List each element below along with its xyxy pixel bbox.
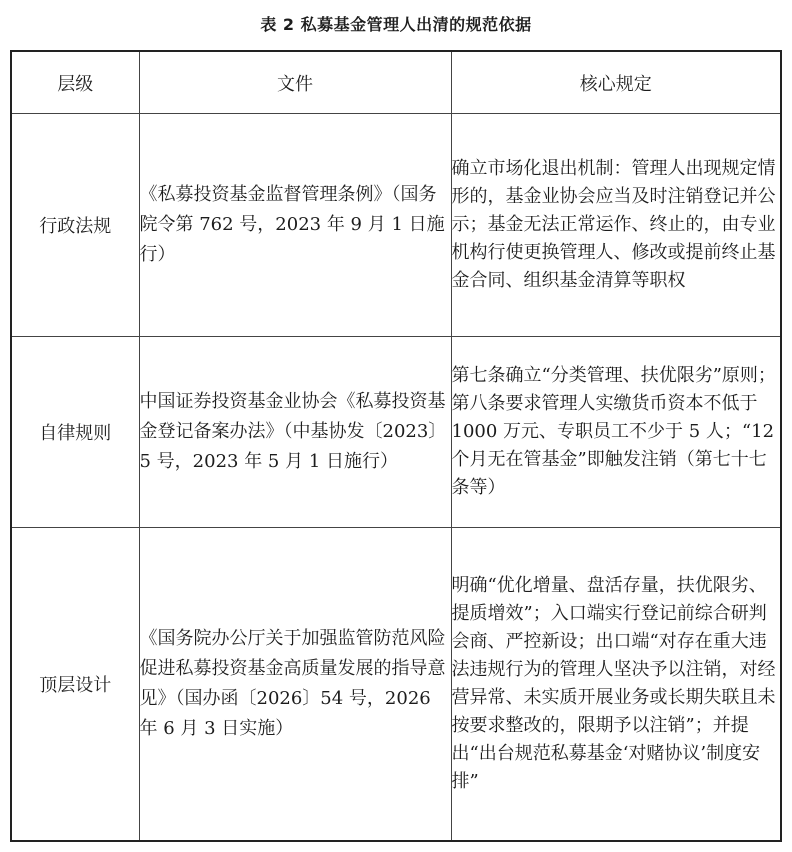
document-cell: 《私募投资基金监督管理条例》（国务院令第 762 号，2023 年 9 月 1 日施行） — [139, 114, 451, 337]
core-rule-cell: 确立市场化退出机制：管理人出现规定情形的，基金业协会应当及时注销登记并公示；基金无法正常运作、终止的，由专业机构行使更换管理人、修改或提前终止基金合同、组织基金清算等职权 — [451, 114, 781, 337]
level-cell: 顶层设计 — [11, 528, 139, 842]
header-level: 层级 — [11, 51, 139, 114]
table-row — [11, 337, 781, 528]
table-caption: 表 2 私募基金管理人出清的规范依据 — [260, 15, 532, 34]
level-cell: 自律规则 — [11, 337, 139, 528]
header-document: 文件 — [139, 51, 451, 114]
table-header-row — [11, 51, 781, 114]
level-cell: 行政法规 — [11, 114, 139, 337]
core-rule-cell: 第七条确立“分类管理、扶优限劣”原则；第八条要求管理人实缴货币资本不低于 1000 万元、专职员工不少于 5 人；“12 个月无在管基金”即触发注销（第七十七条等） — [451, 337, 781, 528]
table-row — [11, 528, 781, 842]
table-row — [11, 114, 781, 337]
core-rule-cell: 明确“优化增量、盘活存量，扶优限劣、提质增效”；入口端实行登记前综合研判会商、严控新设；出口端“对存在重大违法违规行为的管理人坚决予以注销，对经营异常、未实质开展业务或长期失联且未按要求整改的，限期予以注销”；并提出“出台规范私募基金‘对赌协议’制度安排” — [451, 528, 781, 842]
document-cell: 《国务院办公厅关于加强监管防范风险促进私募投资基金高质量发展的指导意见》（国办函〔2026〕54 号，2026 年 6 月 3 日实施） — [139, 528, 451, 842]
document-cell: 中国证券投资基金业协会《私募投资基金登记备案办法》（中基协发〔2023〕5 号，2023 年 5 月 1 日施行） — [139, 337, 451, 528]
regulation-table — [10, 50, 782, 842]
header-core-rule: 核心规定 — [451, 51, 781, 114]
